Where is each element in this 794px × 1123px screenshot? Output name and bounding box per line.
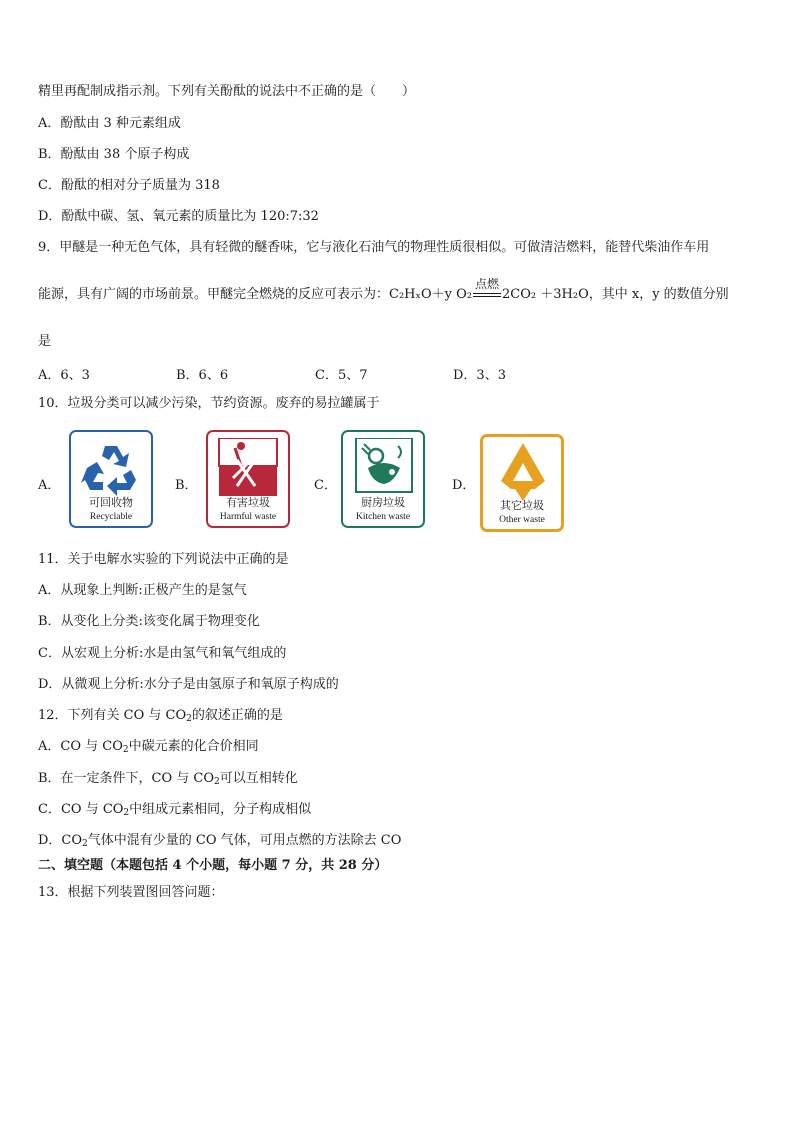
q12-c-text-end: 中组成元素相同，分子构成相似 bbox=[129, 802, 312, 817]
question-12 bbox=[38, 707, 283, 728]
bin-a-english-label: Recyclable bbox=[89, 512, 133, 522]
food-icon bbox=[354, 438, 414, 494]
bin-b-english-label: Harmful waste bbox=[219, 512, 277, 522]
q12-b-text: B．在一定条件下，CO 与 CO bbox=[38, 771, 215, 786]
q12-a-text-end: 中碳元素的化合价相同 bbox=[128, 739, 259, 754]
combustion-equation bbox=[389, 276, 589, 302]
bin-option-d-letter: D． bbox=[452, 478, 476, 493]
bin-d-english-label: Other waste bbox=[499, 515, 545, 525]
question-13: 13．根据下列装置图回答问题： bbox=[38, 885, 224, 900]
q9-options bbox=[38, 364, 598, 382]
bin-option-c-letter: C． bbox=[314, 478, 337, 493]
section-heading: 二、填空题（本题包括 4 个小题，每小题 7 分，共 28 分） bbox=[38, 858, 388, 873]
question-8-tail: 精里再配制成指示剂。下列有关酚酞的说法中不正确的是（ ） bbox=[38, 84, 416, 99]
subscript: 2 bbox=[214, 777, 220, 787]
bin-c-chinese-label: 厨房垃圾 bbox=[361, 497, 405, 509]
q11-option-d: D．从微观上分析:水分子是由氢原子和氧原子构成的 bbox=[38, 677, 339, 692]
bin-option-b-letter: B． bbox=[175, 478, 198, 493]
bin-b-chinese-label: 有害垃圾 bbox=[226, 497, 270, 509]
bin-a-chinese-label: 可回收物 bbox=[89, 497, 133, 509]
equation-reactants: C₂HₓO＋y O₂ bbox=[389, 287, 473, 302]
q11-option-b: B．从变化上分类:该变化属于物理变化 bbox=[38, 614, 260, 629]
q12-option-b bbox=[38, 770, 298, 791]
question-11: 11．关于电解水实验的下列说法中正确的是 bbox=[38, 552, 289, 567]
subscript: 2 bbox=[82, 839, 88, 849]
q9-option-a: A．6、3 bbox=[38, 368, 90, 383]
q8-option-b: B．酚酞由 38 个原子构成 bbox=[38, 147, 190, 162]
other-waste-bin-sign bbox=[480, 434, 564, 532]
q12-text: 12．下列有关 CO 与 CO bbox=[38, 708, 187, 723]
bin-d-chinese-label: 其它垃圾 bbox=[500, 500, 544, 512]
q11-option-a: A．从现象上判断:正极产生的是氢气 bbox=[38, 583, 247, 598]
reaction-condition: 点燃 bbox=[475, 276, 500, 291]
q12-text-end: 的叙述正确的是 bbox=[191, 708, 283, 723]
subscript: 2 bbox=[186, 714, 192, 724]
bin-c-english-label: Kitchen waste bbox=[355, 512, 411, 522]
q12-option-c bbox=[38, 801, 311, 822]
waste-bin-options bbox=[38, 430, 598, 540]
recyclable-bin-sign bbox=[69, 430, 153, 528]
recycle-icon bbox=[81, 440, 141, 496]
q9-option-c: C．5、7 bbox=[315, 368, 368, 383]
q12-a-text: A．CO 与 CO bbox=[38, 739, 123, 754]
q8-option-a: A．酚酞由 3 种元素组成 bbox=[38, 116, 181, 131]
subscript: 2 bbox=[123, 808, 130, 818]
arrow-triangle-icon bbox=[493, 441, 553, 503]
subscript: 2 bbox=[122, 745, 129, 755]
q9-option-b: B．6、6 bbox=[176, 368, 229, 383]
question-9-line-2 bbox=[38, 276, 729, 304]
q12-d-text-end: 气体中混有少量的 CO 气体，可用点燃的方法除去 CO bbox=[87, 833, 402, 848]
q12-d-text: D．CO bbox=[38, 833, 83, 848]
question-10: 10．垃圾分类可以减少污染，节约资源。废弃的易拉罐属于 bbox=[38, 396, 380, 411]
q9-option-d: D．3、3 bbox=[453, 368, 506, 383]
question-9-line-3: 是 bbox=[38, 334, 52, 349]
equation-products: 2CO₂ ＋3H₂O bbox=[502, 287, 589, 302]
kitchen-bin-sign bbox=[341, 430, 425, 528]
q12-c-text: C．CO 与 CO bbox=[38, 802, 124, 817]
bin-option-a-letter: A． bbox=[38, 478, 61, 493]
q12-option-d bbox=[38, 832, 401, 853]
q12-b-text-end: 可以互相转化 bbox=[219, 771, 298, 786]
question-9-line-1: 9．甲醚是一种无色气体，具有轻微的醚香味，它与液化石油气的物理性质很相似。可做清洁燃料，能替代柴油作车用 bbox=[38, 240, 710, 255]
q8-option-c: C．酚酞的相对分子质量为 318 bbox=[38, 178, 220, 193]
q11-option-c: C．从宏观上分析:水是由氢气和氧气组成的 bbox=[38, 646, 287, 661]
harmful-bin-sign bbox=[206, 430, 290, 528]
q8-option-d: D．酚酞中碳、氢、氧元素的质量比为 120:7:32 bbox=[38, 209, 319, 224]
hazard-icon bbox=[217, 438, 279, 498]
question-9-text-end: ，其中 x，y 的数值分别 bbox=[588, 287, 729, 302]
equation-arrow bbox=[472, 276, 502, 297]
q12-option-a bbox=[38, 738, 259, 759]
question-9-text: 能源，具有广阔的市场前景。甲醚完全燃烧的反应可表示为： bbox=[38, 287, 390, 302]
